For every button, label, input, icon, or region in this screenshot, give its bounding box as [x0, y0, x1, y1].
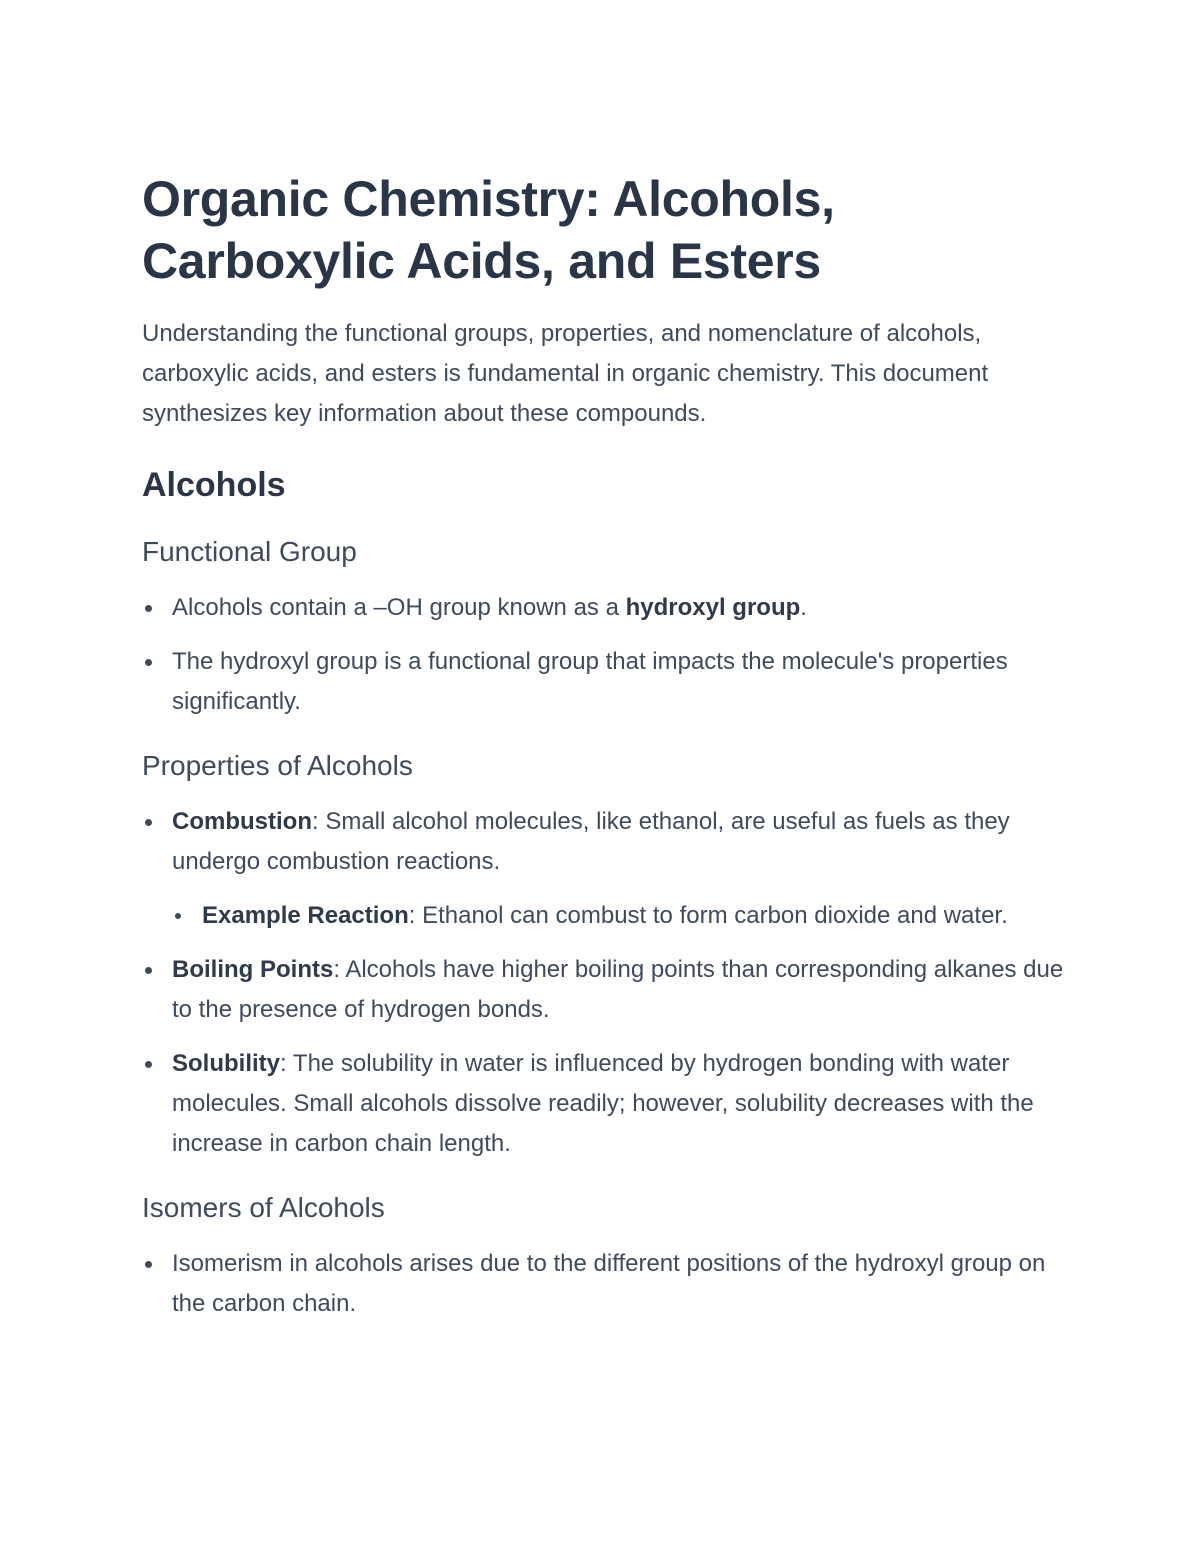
list-item-solubility: [142, 1044, 1072, 1164]
properties-list: [142, 802, 1072, 1164]
item-label: Example Reaction: [202, 902, 409, 929]
document-page: [142, 168, 1072, 1338]
combustion-sublist: [172, 896, 1072, 936]
item-label: Combustion: [172, 808, 312, 835]
list-item: [142, 642, 1072, 722]
item-text: The hydroxyl group is a functional group that impacts the molecule's properties significantly.: [172, 648, 1008, 715]
document-title: Organic Chemistry: Alcohols, Carboxylic Acids, and Esters: [142, 171, 835, 289]
item-text: : Alcohols have higher boiling points than corresponding alkanes due to the presence of hydrogen bonds.: [172, 956, 1064, 1023]
list-item-combustion: [142, 802, 1072, 936]
item-suffix: .: [800, 594, 807, 621]
item-text: : The solubility in water is influenced by hydrogen bonding with water molecules. Small alcohols dissolve readily; however, solubility decreases with the increase in carbon chain length.: [172, 1050, 1034, 1157]
item-text: Alcohols contain a –OH group known as a: [172, 594, 626, 621]
subheading-isomers: Isomers of Alcohols: [142, 1192, 385, 1223]
item-text: Isomerism in alcohols arises due to the different positions of the hydroxyl group on the carbon chain.: [172, 1250, 1046, 1317]
item-label: Boiling Points: [172, 956, 334, 983]
subheading-properties: Properties of Alcohols: [142, 750, 413, 781]
item-bold: hydroxyl group: [625, 594, 801, 621]
list-item-boiling-points: [142, 950, 1072, 1030]
intro-paragraph: Understanding the functional groups, properties, and nomenclature of alcohols, carboxylic acids, and esters is fundamental in organic chemistry. This document synthesizes key information about these compounds.: [142, 320, 989, 427]
item-text: : Ethanol can combust to form carbon dioxide and water.: [408, 902, 1008, 929]
isomers-list: [142, 1244, 1072, 1324]
subheading-functional-group: Functional Group: [142, 536, 357, 567]
list-item: [142, 1244, 1072, 1324]
functional-group-list: [142, 588, 1072, 722]
list-item-example-reaction: [172, 896, 1072, 936]
item-text: : Small alcohol molecules, like ethanol, are useful as fuels as they undergo combustion reactions.: [172, 808, 1010, 875]
section-heading-alcohols: Alcohols: [142, 466, 286, 504]
list-item: [142, 588, 1072, 628]
item-label: Solubility: [172, 1050, 280, 1077]
